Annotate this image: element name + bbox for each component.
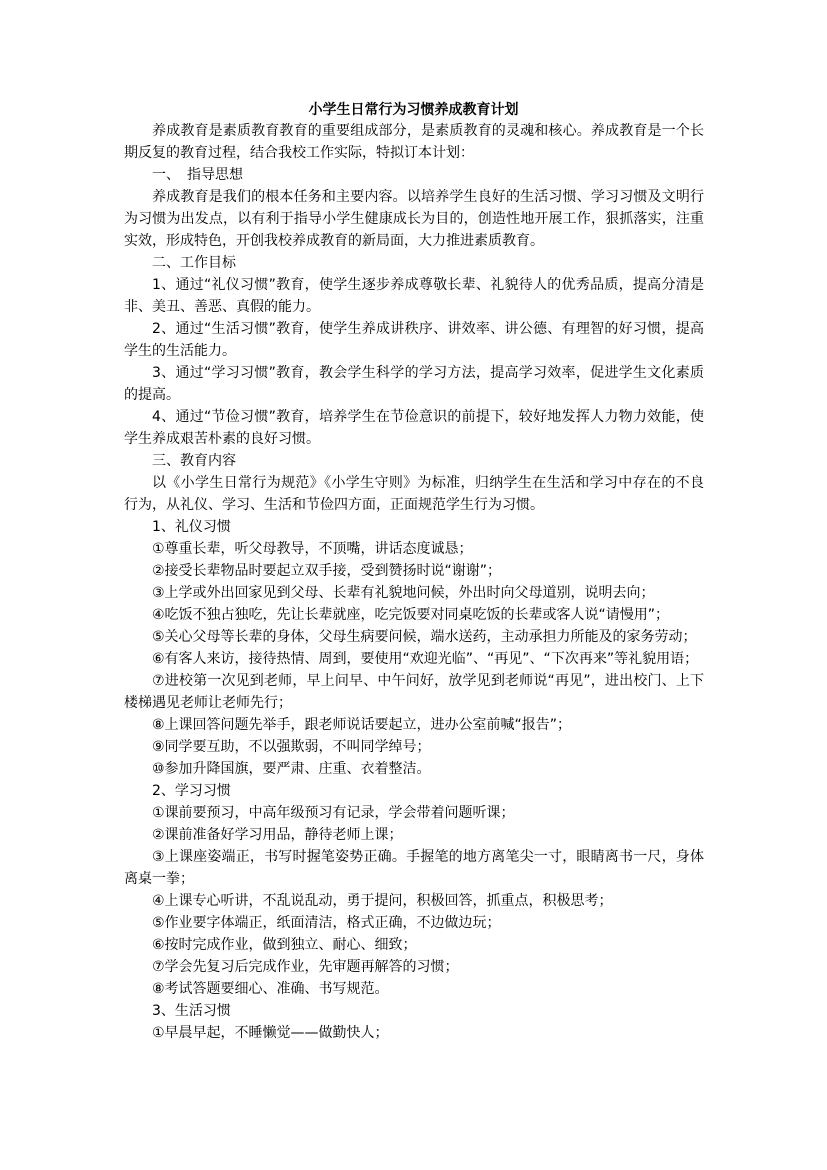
list-item: ①课前要预习，中高年级预习有记录，学会带着问题听课； [152,805,515,821]
subsection-heading: 2、学习习惯 [152,783,231,799]
list-item: ⑧上课回答问题先举手，跟老师说话要起立，进办公室前喊“报告”； [152,717,572,733]
paragraph: 养成教育是我们的根本任务和主要内容。以培养学生良好的生活习惯、学习习惯及文明行为习惯为出发点，以有利于指导小学生健康成长为目的，创造性地开展工作，狠抓落实，注重实效，形成特色，开创我校养成教育的新局面，大力推进素质教育。 [124,189,704,249]
paragraph: 以《小学生日常行为规范》《小学生守则》为标准，归纳学生在生活和学习中存在的不良行为，从礼仪、学习、生活和节俭四方面，正面规范学生行为习惯。 [124,475,704,513]
subsection-heading: 3、生活习惯 [152,1003,231,1019]
list-item: ⑥有客人来访，接待热情、周到，要使用“欢迎光临”、“再见”、“下次再来”等礼貌用语； [152,651,699,667]
paragraph: 3、通过“学习习惯”教育，教会学生科学的学习方法，提高学习效率，促进学生文化素质的提高。 [124,365,704,403]
section-heading: 一、 指导思想 [152,167,243,183]
list-item: ⑦进校第一次见到老师，早上问早、中午问好，放学见到老师说“再见”，进出校门、上下楼梯遇见老师让老师先行； [124,673,704,711]
subsection-heading: 1、礼仪习惯 [152,519,231,535]
list-item: ④上课专心听讲，不乱说乱动，勇于提问，积极回答，抓重点，积极思考； [152,893,613,909]
list-item: ②接受长辈物品时要起立双手接，受到赞扬时说“谢谢”； [152,563,502,579]
list-item: ⑦学会先复习后完成作业，先审题再解答的习惯； [152,959,459,975]
paragraph: 2、通过“生活习惯”教育，使学生养成讲秩序、讲效率、讲公德、有理智的好习惯，提高学生的生活能力。 [124,321,704,359]
section-heading: 三、教育内容 [152,453,236,469]
document-body [124,120,704,1044]
list-item: ⑧考试答题要细心、准确、书写规范。 [152,981,389,997]
list-item: ⑤关心父母等长辈的身体，父母生病要问候，端水送药，主动承担力所能及的家务劳动； [152,629,697,645]
paragraph: 养成教育是素质教育教育的重要组成部分，是素质教育的灵魂和核心。养成教育是一个长期反复的教育过程，结合我校工作实际，特拟订本计划： [124,123,704,161]
list-item: ⑨同学要互助，不以强欺弱，不叫同学绰号； [152,739,431,755]
list-item: ⑩参加升降国旗，要严肃、庄重、衣着整洁。 [152,761,431,777]
document-title: 小学生日常行为习惯养成教育计划 [308,102,519,118]
list-item: ①尊重长辈，听父母教导，不顶嘴，讲话态度诚恳； [152,541,473,557]
list-item: ⑤作业要字体端正，纸面清洁，格式正确，不边做边玩； [152,915,501,931]
list-item: ③上学或外出回家见到父母、长辈有礼貌地问候，外出时向父母道别，说明去向； [152,585,655,601]
paragraph: 4、通过“节俭习惯”教育，培养学生在节俭意识的前提下，较好地发挥人力物力效能，使学生养成艰苦朴素的良好习惯。 [124,409,704,447]
list-item: ①早晨早起，不睡懒觉——做勤快人； [152,1025,389,1041]
paragraph: 1、通过“礼仪习惯”教育，使学生逐步养成尊敬长辈、礼貌待人的优秀品质，提高分清是非、美丑、善恶、真假的能力。 [124,277,704,315]
list-item: ④吃饭不独占独吃，先让长辈就座，吃完饭要对同桌吃饭的长辈或客人说“请慢用”； [152,607,670,623]
list-item: ⑥按时完成作业，做到独立、耐心、细致； [152,937,417,953]
list-item: ③上课座姿端正，书写时握笔姿势正确。手握笔的地方离笔尖一寸，眼睛离书一尺，身体离桌一拳； [124,849,704,887]
section-heading: 二、工作目标 [152,255,236,271]
list-item: ②课前准备好学习用品，静待老师上课； [152,827,403,843]
